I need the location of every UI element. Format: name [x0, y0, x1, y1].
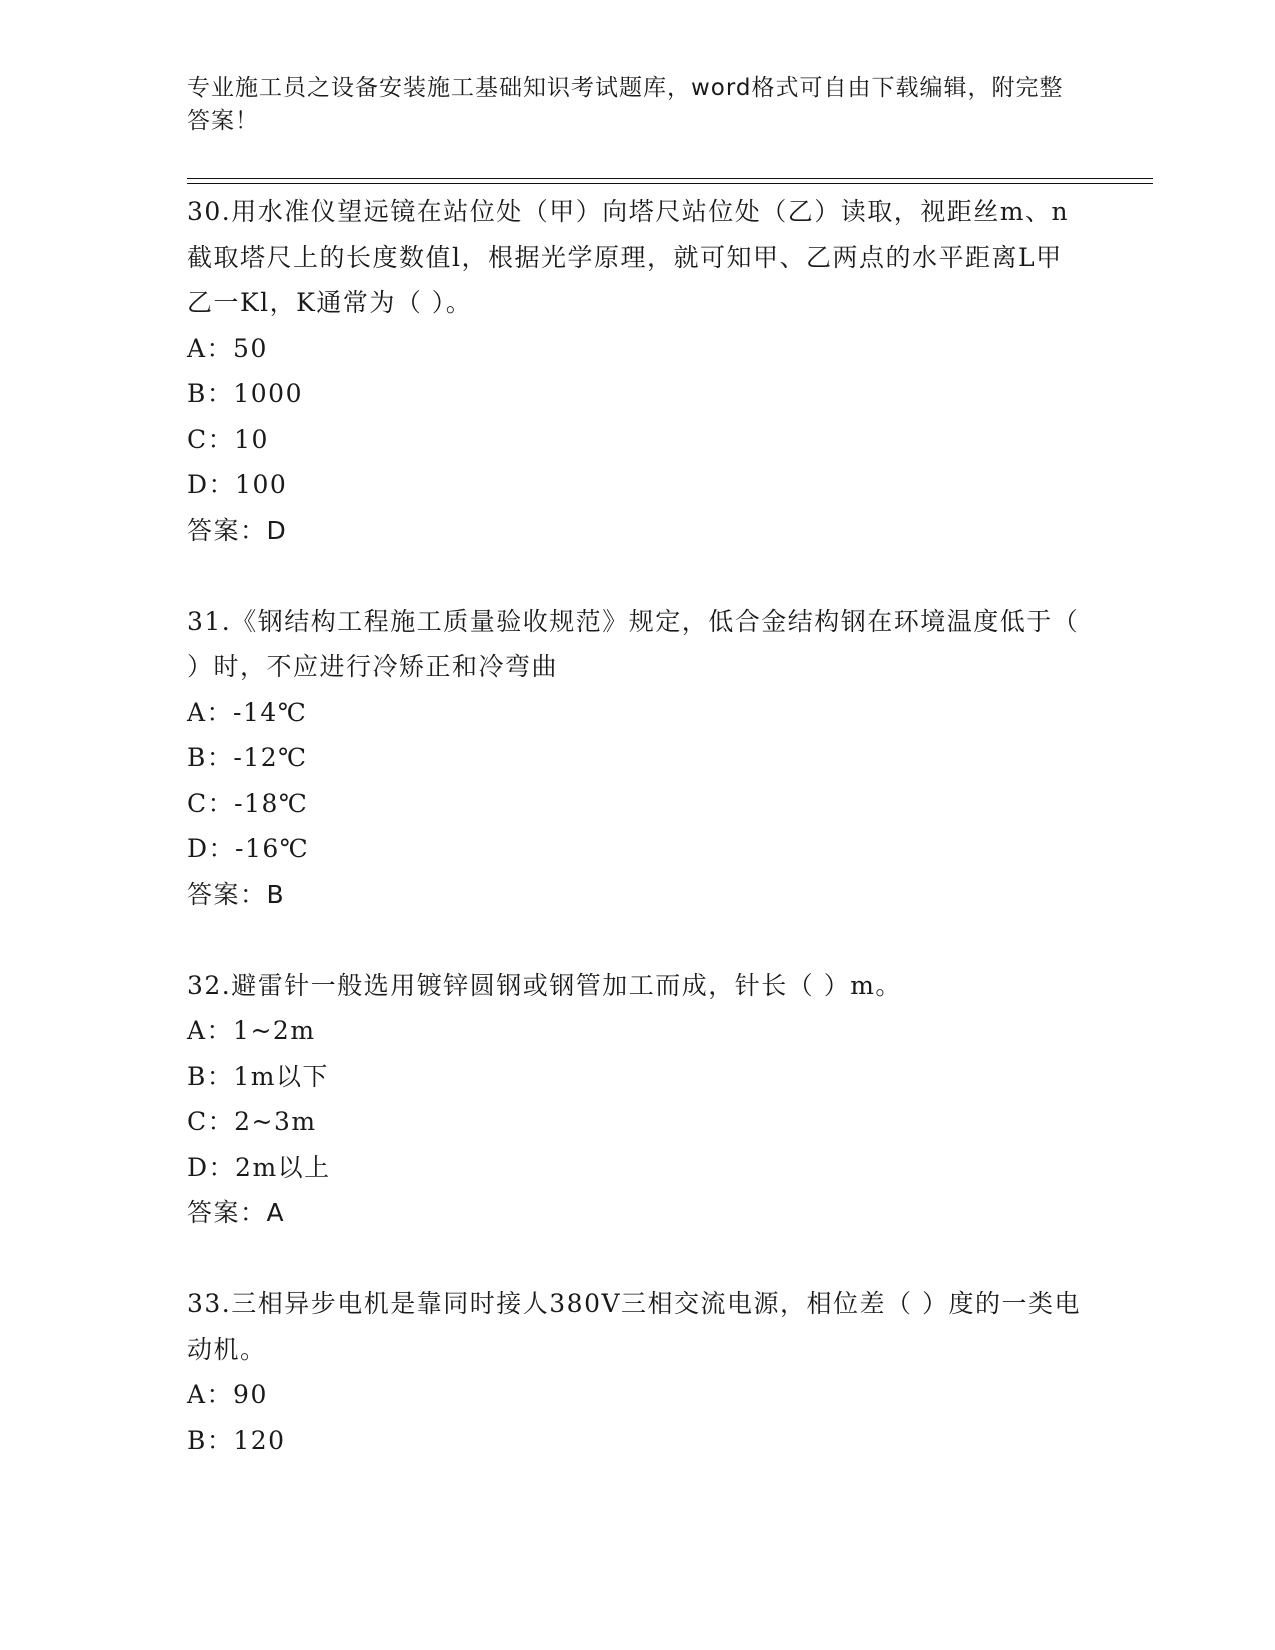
answer-line: 答案：D	[187, 515, 288, 545]
option-a: A：1~2m	[187, 1016, 316, 1045]
option-b: B：1m以下	[187, 1061, 329, 1091]
question-33	[187, 1281, 1087, 1463]
question-31	[187, 599, 1087, 918]
option-a: A：-14℃	[187, 697, 308, 727]
option-d: D：100	[187, 470, 288, 499]
option-d: D：-16℃	[187, 834, 310, 863]
document-header: 专业施工员之设备安装施工基础知识考试题库，word格式可自由下载编辑，附完整答案！	[187, 75, 1064, 134]
option-d: D：2m以上	[187, 1152, 331, 1182]
header-rule-top	[187, 178, 1153, 179]
option-b: B：1000	[187, 379, 303, 408]
option-c: C：10	[187, 424, 269, 454]
option-c: C：2~3m	[187, 1107, 317, 1136]
option-b: B：-12℃	[187, 743, 308, 772]
option-b: B：120	[187, 1425, 286, 1455]
option-a: A：50	[187, 333, 268, 363]
header-rule-bottom	[187, 183, 1153, 184]
question-stem: 32.避雷针一般选用镀锌圆钢或钢管加工而成，针长（ ）m。	[187, 970, 902, 1000]
option-a: A：90	[187, 1380, 268, 1409]
question-stem: 31.《钢结构工程施工质量验收规范》规定，低合金结构钢在环境温度低于（ ）时，不应进行冷矫正和冷弯曲	[187, 606, 1080, 681]
question-stem: 30.用水准仪望远镜在站位处（甲）向塔尺站位处（乙）读取，视距丝m、n截取塔尺上的长度数值l，根据光学原理，就可知甲、乙两点的水平距离L甲乙一Kl，K通常为（ ）。	[187, 197, 1070, 317]
answer-line: 答案：A	[187, 1198, 286, 1227]
option-c: C：-18℃	[187, 788, 309, 818]
question-stem: 33.三相异步电机是靠同时接人380V三相交流电源，相位差（ ）度的一类电动机。	[187, 1289, 1081, 1364]
answer-line: 答案：B	[187, 879, 286, 909]
question-list	[187, 189, 1087, 1509]
question-30	[187, 189, 1087, 553]
question-32	[187, 963, 1087, 1236]
